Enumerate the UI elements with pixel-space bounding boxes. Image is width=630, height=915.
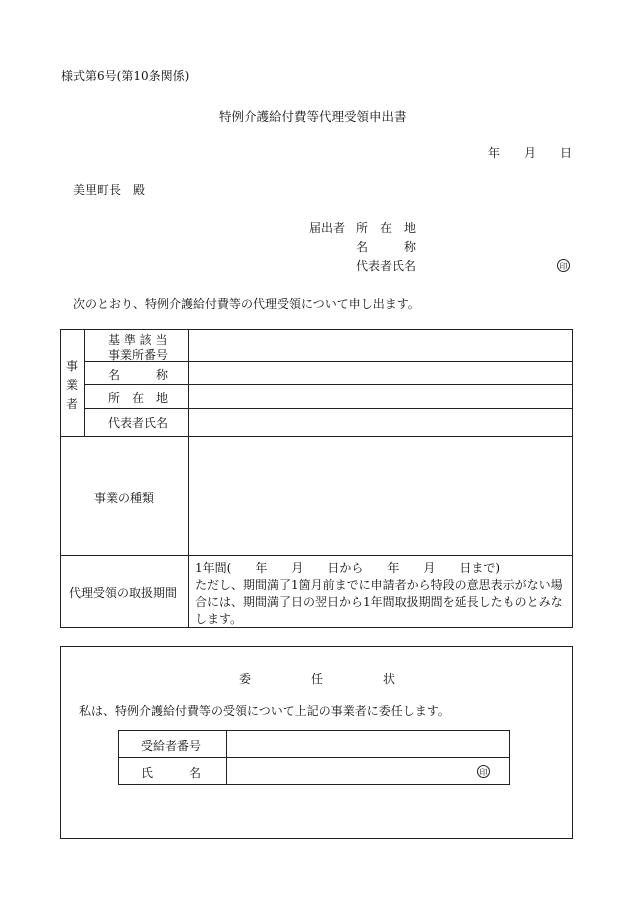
period-line-2: ただし、期間満了1箇月前までに申請者から特段の意思表示がない場 xyxy=(195,578,563,592)
business-name-label: 名 称 xyxy=(108,368,169,382)
office-number-label-2: 事業所番号 xyxy=(108,348,169,362)
business-rep-label: 代表者氏名 xyxy=(108,416,169,430)
applicant-label: 届出者 xyxy=(309,221,346,235)
recipient-number-label: 受給者番号 xyxy=(141,739,202,753)
recipient-number-field[interactable] xyxy=(227,731,509,757)
business-type-field[interactable] xyxy=(189,437,572,555)
office-number-field[interactable] xyxy=(189,330,572,361)
applicant-name-label: 名 称 xyxy=(356,240,417,254)
applicant-rep-label: 代表者氏名 xyxy=(356,259,417,273)
business-type-label: 事業の種類 xyxy=(94,491,155,505)
period-line-3: 合には、期間満了日の翌日から1年間取扱期間を延長したものとみな xyxy=(195,595,563,609)
table-divider xyxy=(84,329,85,437)
recipient-name-label: 氏 名 xyxy=(141,766,202,780)
business-address-label: 所 在 地 xyxy=(108,391,169,405)
business-address-field[interactable] xyxy=(189,385,572,408)
date-year: 年 xyxy=(488,146,501,160)
period-line-4: します。 xyxy=(195,612,243,626)
business-rep-field[interactable] xyxy=(189,409,572,436)
period-label: 代理受領の取扱期間 xyxy=(69,586,178,600)
period-line-1: 1年間( 年 月 日から 年 月 日まで) xyxy=(195,561,501,575)
intro-text: 次のとおり、特例介護給付費等の代理受領について申し出ます。 xyxy=(73,297,420,311)
delegation-title: 委 任 状 xyxy=(239,672,396,686)
applicant-address-label: 所 在 地 xyxy=(356,221,417,235)
document-title: 特例介護給付費等代理受領申出書 xyxy=(219,109,407,124)
form-number: 様式第6号(第10条関係) xyxy=(61,69,190,83)
side-label-char: 業 xyxy=(66,378,79,392)
office-number-label-1: 基 準 該 当 xyxy=(108,333,168,347)
table-divider xyxy=(60,555,573,556)
recipient-seal-icon: 印 xyxy=(477,765,490,778)
side-label-char: 者 xyxy=(66,397,79,411)
applicant-seal-icon: 印 xyxy=(557,259,570,272)
addressee: 美里町長 殿 xyxy=(73,183,146,197)
date-month: 月 xyxy=(524,146,537,160)
date-day: 日 xyxy=(560,146,573,160)
business-name-field[interactable] xyxy=(189,362,572,384)
recipient-name-field[interactable] xyxy=(227,758,509,784)
side-label-char: 事 xyxy=(66,359,79,373)
delegation-text: 私は、特例介護給付費等の受領について上記の事業者に委任します。 xyxy=(79,704,450,718)
